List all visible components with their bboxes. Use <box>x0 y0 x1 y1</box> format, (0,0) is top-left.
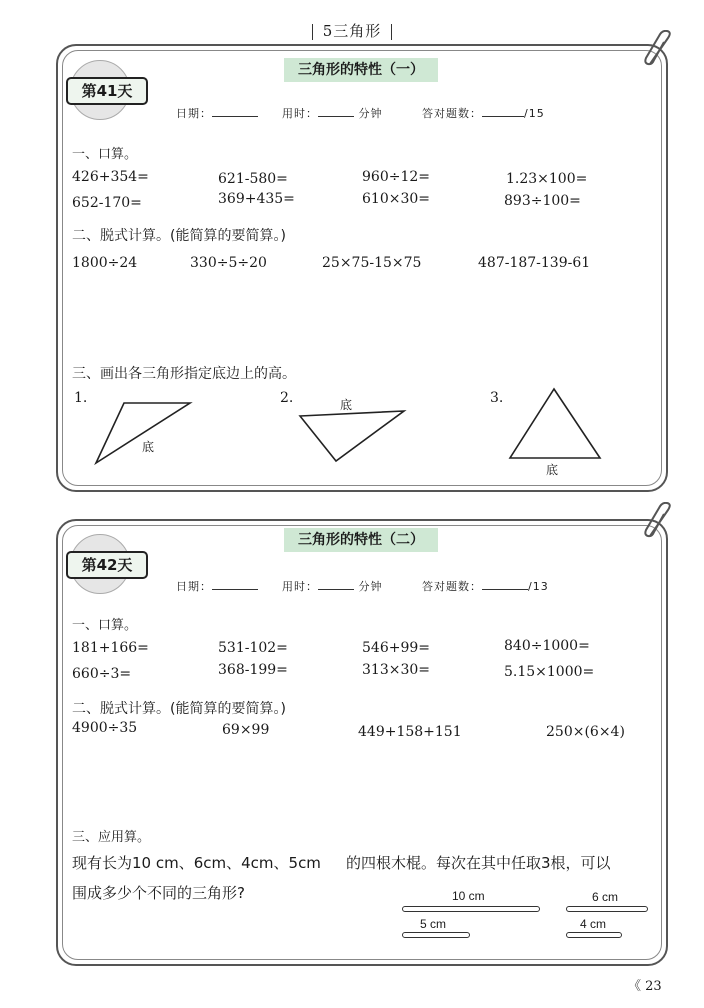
section-2-heading: 二、脱式计算。(能简算的要简算。) <box>72 701 286 717</box>
chapter-title: 5三角形 <box>322 22 382 40</box>
page-number-value: 23 <box>645 979 662 994</box>
oral-item: 960÷12= <box>362 169 430 185</box>
triangle-number: 2. <box>280 390 294 406</box>
calc-item: 330÷5÷20 <box>190 255 267 271</box>
problem-text-1b: 的四根木棍。每次在其中任取3根，可以 <box>346 854 611 872</box>
triangle-2 <box>300 411 404 461</box>
stick-label: 6 cm <box>592 890 619 904</box>
section-2-heading: 二、脱式计算。(能简算的要简算。) <box>72 228 286 244</box>
calc-item: 25×75-15×75 <box>322 255 422 271</box>
section-3-heading: 三、应用算。 <box>72 830 151 845</box>
oral-item: 652-170= <box>72 195 142 211</box>
oral-item: 426+354= <box>72 169 149 185</box>
oral-item: 893÷100= <box>504 193 581 209</box>
triangle-number: 1. <box>74 390 88 406</box>
calc-item: 250×(6×4) <box>546 724 625 740</box>
paperclip-icon <box>640 502 676 542</box>
problem-text-1a: 现有长为10 cm、6cm、4cm、5cm <box>72 854 321 872</box>
page-number <box>628 975 662 994</box>
oral-item: 546+99= <box>362 640 430 656</box>
time-label: 用时： <box>282 580 318 593</box>
calc-item: 449+158+151 <box>358 724 462 740</box>
oral-item: 369+435= <box>218 191 295 207</box>
date-label: 日期： <box>176 107 212 120</box>
base-label: 底 <box>142 440 155 454</box>
stick-label: 10 cm <box>452 889 485 903</box>
time-label: 用时： <box>282 107 318 120</box>
base-label: 底 <box>340 398 353 412</box>
stick-4cm <box>566 932 622 938</box>
day-42-badge <box>66 534 146 592</box>
time-field[interactable] <box>318 577 354 590</box>
answer-total: /15 <box>524 107 545 120</box>
stick-label: 4 cm <box>580 917 607 931</box>
problem-text-2: 围成多少个不同的三角形? <box>72 884 245 902</box>
triangle-number: 3. <box>490 390 504 406</box>
oral-item: 5.15×1000= <box>504 664 595 680</box>
day-42-title: 三角形的特性（二） <box>284 528 438 552</box>
calc-item: 69×99 <box>222 722 270 738</box>
oral-item: 610×30= <box>362 191 430 207</box>
stick-label: 5 cm <box>420 917 447 931</box>
stick-10cm <box>402 906 540 912</box>
day-41-badge-label: 第41天 <box>66 77 148 105</box>
oral-item: 660÷3= <box>72 666 132 682</box>
stick-6cm <box>566 906 648 912</box>
base-label: 底 <box>546 463 559 477</box>
section-3-heading: 三、画出各三角形指定底边上的高。 <box>72 366 296 382</box>
calc-item: 4900÷35 <box>72 720 138 736</box>
day-42-badge-label: 第42天 <box>66 551 148 579</box>
date-label: 日期： <box>176 580 212 593</box>
oral-item: 531-102= <box>218 640 288 656</box>
day-41-title: 三角形的特性（一） <box>284 58 438 82</box>
oral-item: 621-580= <box>218 171 288 187</box>
date-field[interactable] <box>212 577 258 590</box>
triangle-3 <box>510 389 600 458</box>
oral-item: 840÷1000= <box>504 638 590 654</box>
date-meta <box>176 577 258 594</box>
calc-item: 487-187-139-61 <box>478 255 591 271</box>
page-mark: 《 <box>628 979 642 994</box>
answer-meta <box>422 577 549 594</box>
answer-field[interactable] <box>482 577 528 590</box>
oral-item: 1.23×100= <box>506 171 588 187</box>
oral-item: 313×30= <box>362 662 430 678</box>
time-meta <box>282 577 383 594</box>
section-1-heading: 一、口算。 <box>72 147 138 162</box>
time-unit: 分钟 <box>358 107 383 120</box>
calc-item: 1800÷24 <box>72 255 138 271</box>
section-1-heading: 一、口算。 <box>72 618 138 633</box>
time-unit: 分钟 <box>358 580 383 593</box>
stick-5cm <box>402 932 470 938</box>
answer-total: /13 <box>528 580 549 593</box>
oral-item: 368-199= <box>218 662 288 678</box>
answer-label: 答对题数： <box>422 580 482 593</box>
answer-label: 答对题数： <box>422 107 482 120</box>
oral-item: 181+166= <box>72 640 149 656</box>
